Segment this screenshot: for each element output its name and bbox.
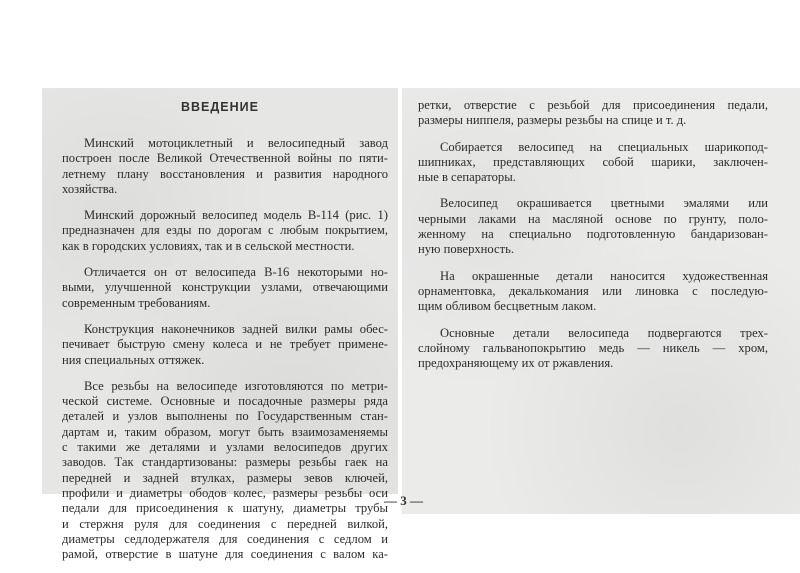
text-line: Велосипед окрашивается цветными эмалями или <box>440 196 768 211</box>
text-line: деталей и узлов выполнены по Государственным стан- <box>62 409 388 424</box>
text-line: Минский дорожный велосипед модель В-114 (рис. 1) <box>84 208 388 223</box>
text-line: предназначен для езды по дорогам с любым покрытием, <box>62 223 388 238</box>
text-line: дартам и, таким образом, могут быть взаимозаменяемы <box>62 424 388 439</box>
text-line: предохраняющему их от ржавления. <box>418 356 614 371</box>
right-text-column <box>418 98 768 382</box>
text-line: орнаментовка, декалькомания или линовка с последую- <box>418 283 768 298</box>
paragraph <box>418 269 768 315</box>
text-line: Минский мотоциклетный и велосипедный завод <box>84 136 388 150</box>
text-line: с такими же деталями и узлами велосипедов других <box>62 440 388 455</box>
page-number: — 3 — <box>384 493 423 508</box>
paragraph <box>62 265 388 311</box>
text-line: летнему плану восстановления и развития народного <box>62 166 388 181</box>
text-line: рамой, отверстие в шатуне для соединения с валом ка- <box>62 547 388 562</box>
text-line: ческой системе. Основные и посадочные размеры ряда <box>62 394 388 409</box>
text-line: Основные детали велосипеда подвергаются трех- <box>440 325 768 340</box>
text-line: ную поверхность. <box>418 242 515 257</box>
text-line: слойному гальванопокрытию медь — никель — хром, <box>418 340 768 355</box>
text-line: современным требованиям. <box>62 295 211 310</box>
text-line: На окрашенные детали наносится художественная <box>440 268 768 283</box>
text-line: щим обливом бесцветным лаком. <box>418 299 597 314</box>
text-line: Все резьбы на велосипеде изготовляются по метри- <box>84 378 388 393</box>
text-line: размеры ниппеля, размеры резьбы на спице и т. д. <box>418 113 687 128</box>
paragraph <box>418 196 768 257</box>
text-line: и стержня руля для соединения с передней вилкой, <box>62 516 388 531</box>
text-line: Конструкция наконечников задней вилки рамы обес- <box>84 321 388 336</box>
text-line: как в городских условиях, так и в сельской местности. <box>62 238 355 253</box>
text-line: хозяйства. <box>62 181 118 196</box>
text-line: ретки, отверстие с резьбой для присоединения педали, <box>418 98 768 112</box>
paragraph <box>62 136 388 197</box>
text-line: Отличается он от велосипеда В-16 некоторыми но- <box>84 265 388 280</box>
paragraph <box>62 208 388 254</box>
text-line: выми, улучшенной конструкции узлами, отвечающими <box>62 280 388 295</box>
text-line: ные в сепараторы. <box>418 170 516 185</box>
text-line: профили и диаметры ободов колес, размеры резьбы оси <box>62 485 388 500</box>
section-title: ВВЕДЕНИЕ <box>181 100 259 114</box>
paragraph <box>418 98 768 129</box>
text-line: построен после Великой Отечественной войны по пяти- <box>62 151 388 166</box>
text-line: шипниках, представляющих собой шарики, заключен- <box>418 154 768 169</box>
text-line: педали для присоединения к шатуну, диаметры трубы <box>62 501 388 516</box>
text-line: заводов. Так стандартизованы: размеры резьбы гаек на <box>62 455 388 470</box>
text-line: ния специальных оттяжек. <box>62 352 205 367</box>
right-page <box>402 88 800 514</box>
left-text-column <box>62 136 388 573</box>
paragraph <box>418 140 768 186</box>
left-page <box>42 88 398 562</box>
text-line: передней и задней втулках, размеры зевов ключей, <box>62 470 388 485</box>
paragraph <box>62 322 388 368</box>
text-line: Собирается велосипед на специальных шарикопод- <box>440 139 768 154</box>
text-line: диаметры седлодержателя для соединения с седлом и <box>62 531 388 546</box>
paragraph <box>418 326 768 372</box>
paragraph <box>62 379 388 563</box>
text-line: черными лаками на масляной основе по грунту, поло- <box>418 211 768 226</box>
text-line: печивает быструю смену колеса и не требует примене- <box>62 337 388 352</box>
text-line: женному на специально подготовленную бандаризован- <box>418 227 768 242</box>
